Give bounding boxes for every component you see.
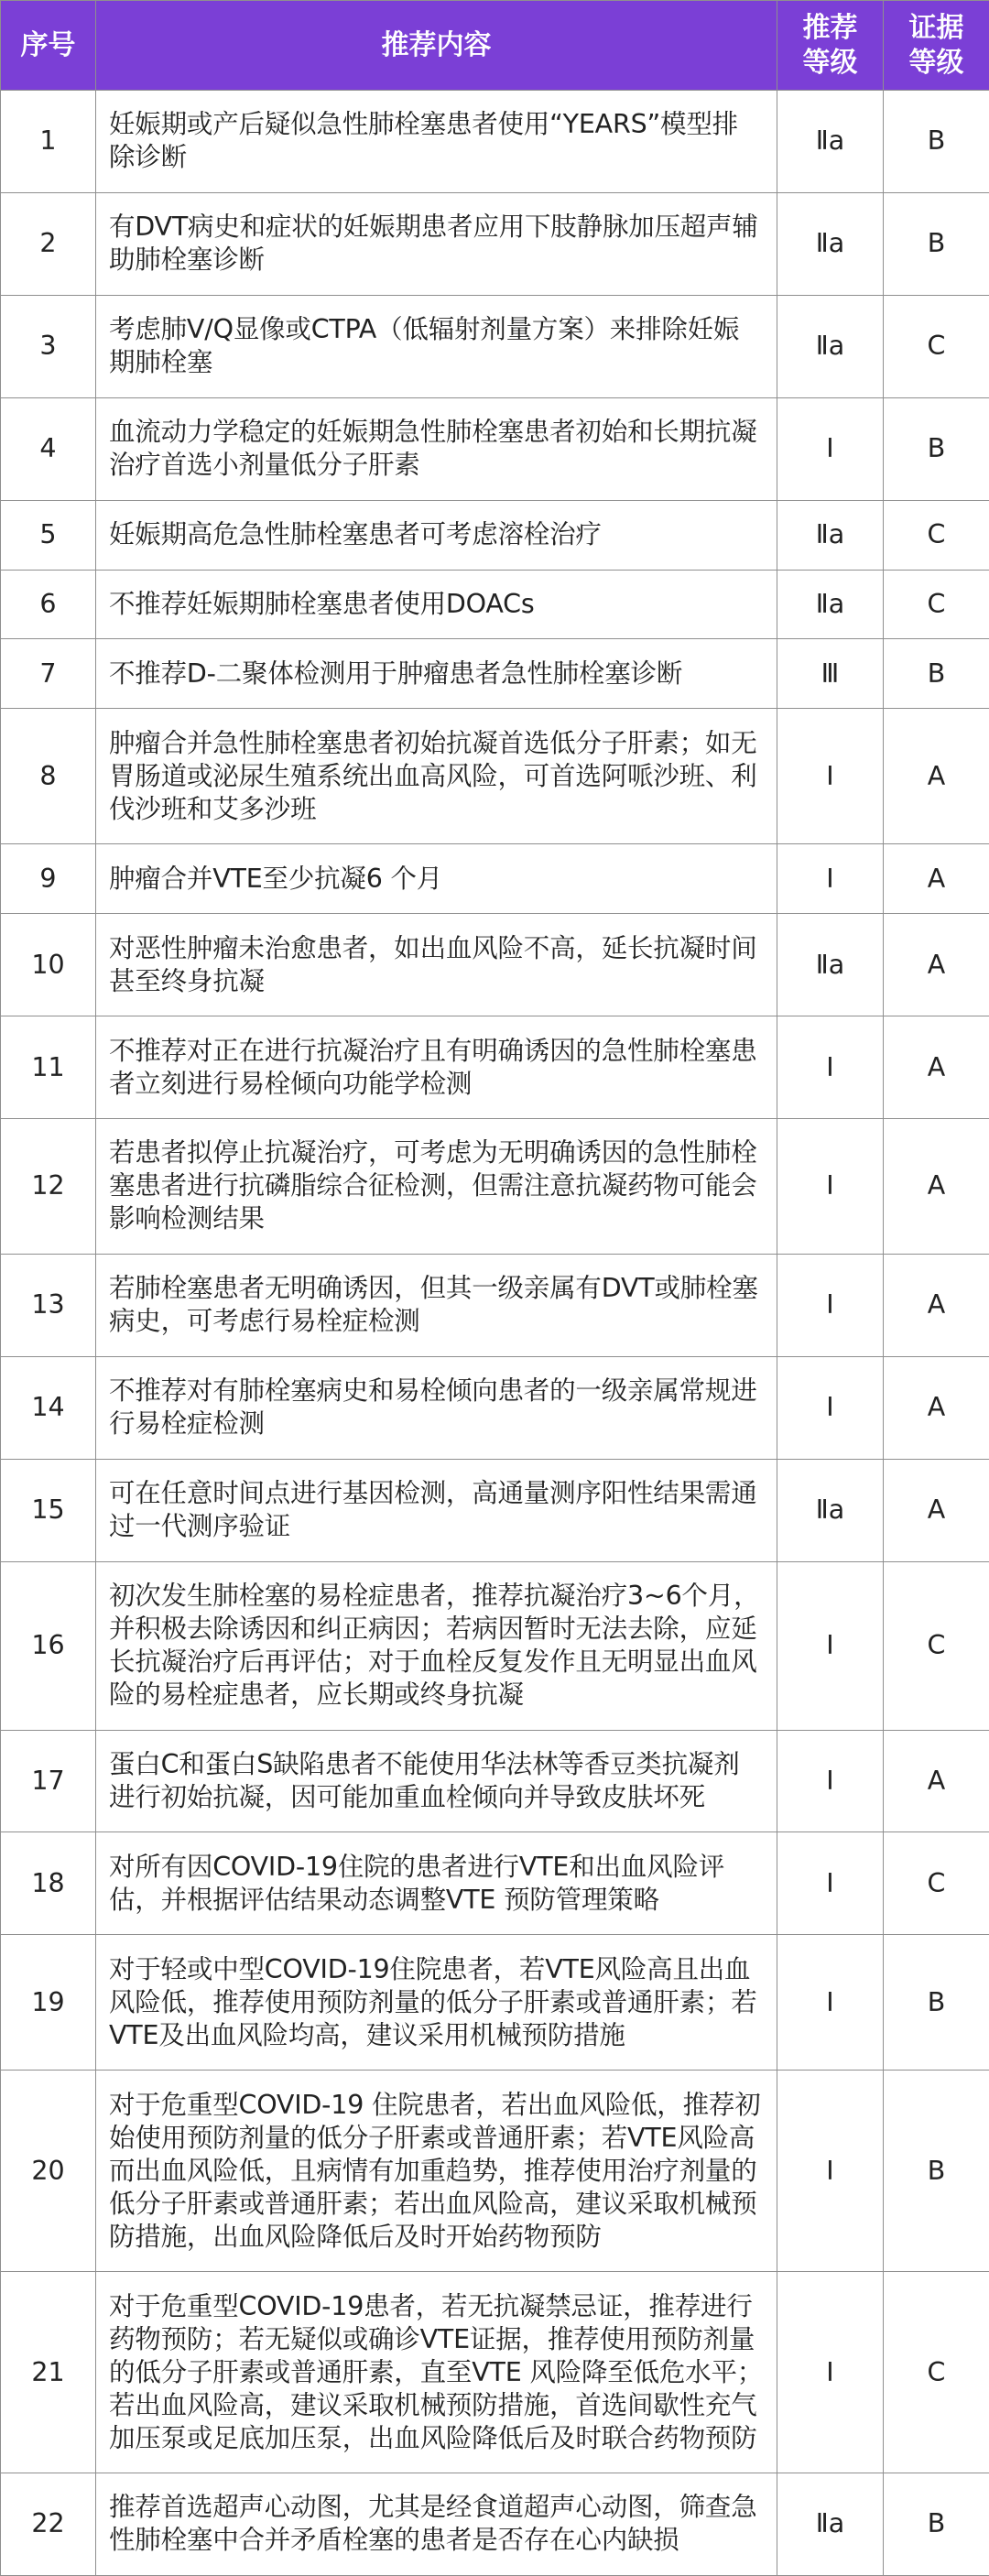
row-recommendation: 蛋白C和蛋白S缺陷患者不能使用华法林等香豆类抗凝剂进行初始抗凝，因可能加重血栓倾向并导致皮肤坏死: [96, 1730, 777, 1832]
row-number: 9: [1, 844, 96, 914]
header-content: 推荐内容: [96, 1, 777, 91]
row-number: 7: [1, 639, 96, 709]
table-body: [1, 91, 989, 2576]
row-evidence-grade: A: [884, 1254, 989, 1356]
row-recommendation: 肿瘤合并VTE至少抗凝6 个月: [96, 844, 777, 914]
table-row: [1, 844, 989, 914]
row-recommendation-level: Ⅰ: [777, 1832, 884, 1935]
row-recommendation-level: Ⅰ: [777, 2272, 884, 2473]
row-number: 13: [1, 1254, 96, 1356]
row-recommendation-level: Ⅰ: [777, 1016, 884, 1119]
row-recommendation: 考虑肺V/Q显像或CTPA（低辐射剂量方案）来排除妊娠期肺栓塞: [96, 295, 777, 397]
table-row: [1, 500, 989, 570]
row-recommendation: 若患者拟停止抗凝治疗，可考虑为无明确诱因的急性肺栓塞患者进行抗磷脂综合征检测，但需注意抗凝药物可能会影响检测结果: [96, 1118, 777, 1254]
row-evidence-grade: B: [884, 192, 989, 295]
row-recommendation-level: Ⅱa: [777, 295, 884, 397]
table-row: [1, 1118, 989, 1254]
row-evidence-grade: B: [884, 2473, 989, 2576]
row-recommendation: 血流动力学稳定的妊娠期急性肺栓塞患者初始和长期抗凝治疗首选小剂量低分子肝素: [96, 397, 777, 500]
row-number: 20: [1, 2071, 96, 2272]
row-recommendation-level: Ⅱa: [777, 1459, 884, 1561]
row-recommendation-level: Ⅰ: [777, 1356, 884, 1459]
row-number: 8: [1, 709, 96, 844]
row-recommendation: 对于危重型COVID-19患者，若无抗凝禁忌证，推荐进行药物预防；若无疑似或确诊VTE证据，推荐使用预防剂量的低分子肝素或普通肝素，直至VTE 风险降至低危水平；若出血风险高，建议采取机械预防措施，首选间歇性充气加压泵或足底加压泵，出血风险降低后及时联合药物预防: [96, 2272, 777, 2473]
row-recommendation: 不推荐妊娠期肺栓塞患者使用DOACs: [96, 570, 777, 639]
row-number: 21: [1, 2272, 96, 2473]
row-evidence-grade: A: [884, 1118, 989, 1254]
row-evidence-grade: C: [884, 1832, 989, 1935]
table-row: [1, 2071, 989, 2272]
row-evidence-grade: B: [884, 2071, 989, 2272]
row-evidence-grade: A: [884, 1016, 989, 1119]
header-recommendation-level: [777, 1, 884, 91]
row-evidence-grade: A: [884, 1459, 989, 1561]
table-row: [1, 570, 989, 639]
table-row: [1, 2272, 989, 2473]
row-recommendation-level: Ⅰ: [777, 1935, 884, 2071]
row-number: 14: [1, 1356, 96, 1459]
row-number: 22: [1, 2473, 96, 2576]
row-number: 5: [1, 500, 96, 570]
header-evidence-grade: [884, 1, 989, 91]
table-row: [1, 914, 989, 1016]
row-evidence-grade: C: [884, 1561, 989, 1730]
row-number: 17: [1, 1730, 96, 1832]
row-number: 2: [1, 192, 96, 295]
row-evidence-grade: A: [884, 1356, 989, 1459]
row-recommendation-level: Ⅰ: [777, 1730, 884, 1832]
row-recommendation: 妊娠期或产后疑似急性肺栓塞患者使用“YEARS”模型排除诊断: [96, 91, 777, 193]
row-number: 15: [1, 1459, 96, 1561]
table-row: [1, 1832, 989, 1935]
row-recommendation: 不推荐对正在进行抗凝治疗且有明确诱因的急性肺栓塞患者立刻进行易栓倾向功能学检测: [96, 1016, 777, 1119]
header-no: 序号: [1, 1, 96, 91]
row-recommendation-level: Ⅲ: [777, 639, 884, 709]
row-recommendation: 初次发生肺栓塞的易栓症患者，推荐抗凝治疗3~6个月，并积极去除诱因和纠正病因；若病因暂时无法去除，应延长抗凝治疗后再评估；对于血栓反复发作且无明显出血风险的易栓症患者，应长期或终身抗凝: [96, 1561, 777, 1730]
row-evidence-grade: C: [884, 295, 989, 397]
row-evidence-grade: A: [884, 709, 989, 844]
row-recommendation-level: Ⅰ: [777, 709, 884, 844]
row-recommendation: 不推荐对有肺栓塞病史和易栓倾向患者的一级亲属常规进行易栓症检测: [96, 1356, 777, 1459]
row-recommendation: 对所有因COVID-19住院的患者进行VTE和出血风险评估，并根据评估结果动态调整VTE 预防管理策略: [96, 1832, 777, 1935]
row-recommendation: 不推荐D-二聚体检测用于肿瘤患者急性肺栓塞诊断: [96, 639, 777, 709]
table-row: [1, 295, 989, 397]
row-number: 12: [1, 1118, 96, 1254]
row-recommendation-level: Ⅰ: [777, 844, 884, 914]
row-recommendation: 对于轻或中型COVID-19住院患者，若VTE风险高且出血风险低，推荐使用预防剂量的低分子肝素或普通肝素；若VTE及出血风险均高，建议采用机械预防措施: [96, 1935, 777, 2071]
row-recommendation-level: Ⅱa: [777, 570, 884, 639]
row-recommendation: 对于危重型COVID-19 住院患者，若出血风险低，推荐初始使用预防剂量的低分子肝素或普通肝素；若VTE风险高而出血风险低，且病情有加重趋势，推荐使用治疗剂量的低分子肝素或普通肝素；若出血风险高，建议采取机械预防措施，出血风险降低后及时开始药物预防: [96, 2071, 777, 2272]
row-number: 1: [1, 91, 96, 193]
row-recommendation-level: Ⅱa: [777, 192, 884, 295]
row-recommendation-level: Ⅱa: [777, 91, 884, 193]
row-recommendation: 若肺栓塞患者无明确诱因，但其一级亲属有DVT或肺栓塞病史，可考虑行易栓症检测: [96, 1254, 777, 1356]
row-recommendation-level: Ⅰ: [777, 397, 884, 500]
header-level-text: 推荐 等级: [802, 11, 858, 79]
table-row: [1, 1561, 989, 1730]
row-evidence-grade: A: [884, 844, 989, 914]
table-row: [1, 91, 989, 193]
row-recommendation-level: Ⅰ: [777, 1561, 884, 1730]
row-number: 10: [1, 914, 96, 1016]
row-number: 18: [1, 1832, 96, 1935]
row-recommendation-level: Ⅱa: [777, 914, 884, 1016]
table-row: [1, 1356, 989, 1459]
row-evidence-grade: B: [884, 639, 989, 709]
row-number: 4: [1, 397, 96, 500]
row-recommendation: 推荐首选超声心动图，尤其是经食道超声心动图，筛查急性肺栓塞中合并矛盾栓塞的患者是否存在心内缺损: [96, 2473, 777, 2576]
header-grade-text: 证据 等级: [908, 11, 964, 79]
row-number: 16: [1, 1561, 96, 1730]
table-row: [1, 1730, 989, 1832]
row-evidence-grade: B: [884, 91, 989, 193]
row-evidence-grade: C: [884, 500, 989, 570]
row-recommendation-level: Ⅰ: [777, 1118, 884, 1254]
row-recommendation: 肿瘤合并急性肺栓塞患者初始抗凝首选低分子肝素；如无胃肠道或泌尿生殖系统出血高风险，可首选阿哌沙班、利伐沙班和艾多沙班: [96, 709, 777, 844]
row-evidence-grade: C: [884, 570, 989, 639]
row-number: 6: [1, 570, 96, 639]
row-evidence-grade: A: [884, 914, 989, 1016]
table-row: [1, 1459, 989, 1561]
header-row: [1, 1, 989, 91]
table-row: [1, 709, 989, 844]
table-header: [1, 1, 989, 91]
row-recommendation: 可在任意时间点进行基因检测，高通量测序阳性结果需通过一代测序验证: [96, 1459, 777, 1561]
row-recommendation-level: Ⅱa: [777, 2473, 884, 2576]
row-recommendation-level: Ⅱa: [777, 500, 884, 570]
table-row: [1, 2473, 989, 2576]
row-evidence-grade: C: [884, 2272, 989, 2473]
table-row: [1, 639, 989, 709]
row-number: 19: [1, 1935, 96, 2071]
table-row: [1, 1254, 989, 1356]
table-row: [1, 1016, 989, 1119]
row-number: 3: [1, 295, 96, 397]
table-row: [1, 192, 989, 295]
row-recommendation: 有DVT病史和症状的妊娠期患者应用下肢静脉加压超声辅助肺栓塞诊断: [96, 192, 777, 295]
table-row: [1, 397, 989, 500]
row-evidence-grade: A: [884, 1730, 989, 1832]
row-recommendation: 妊娠期高危急性肺栓塞患者可考虑溶栓治疗: [96, 500, 777, 570]
row-recommendation-level: Ⅰ: [777, 2071, 884, 2272]
row-recommendation: 对恶性肿瘤未治愈患者，如出血风险不高，延长抗凝时间甚至终身抗凝: [96, 914, 777, 1016]
row-number: 11: [1, 1016, 96, 1119]
row-evidence-grade: B: [884, 1935, 989, 2071]
row-evidence-grade: B: [884, 397, 989, 500]
row-recommendation-level: Ⅰ: [777, 1254, 884, 1356]
table-row: [1, 1935, 989, 2071]
